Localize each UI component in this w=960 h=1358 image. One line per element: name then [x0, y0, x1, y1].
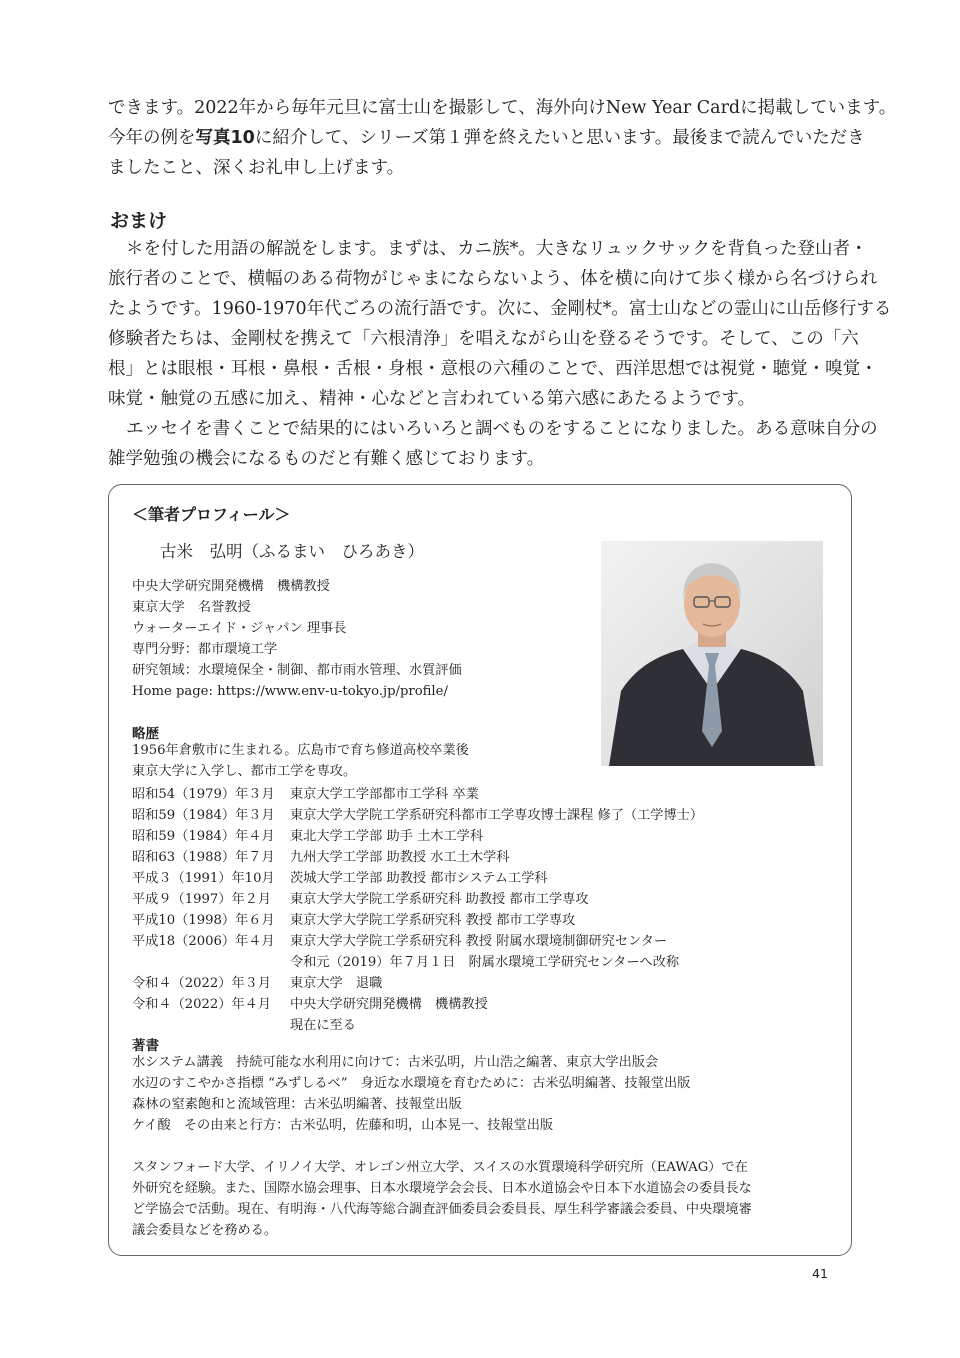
- history-desc: 東京大学工学部都市工学科 卒業: [290, 787, 479, 802]
- history-intro-line: 東京大学に入学し、都市工学を専攻。: [132, 764, 357, 779]
- book-item: 森林の窒素飽和と流域管理：古米弘明編著、技報堂出版: [132, 1097, 462, 1112]
- history-intro-line: 1956年倉敷市に生まれる。広島市で育ち修道高校卒業後: [132, 743, 469, 758]
- history-date: 昭和63（1988）年７月: [132, 850, 275, 865]
- summary-line: 議会委員などを務める。: [132, 1223, 278, 1238]
- history-date: 昭和59（1984）年３月: [132, 808, 275, 823]
- omake-line: たようです。1960-1970年代ごろの流行語です。次に、金剛杖*。富士山などの霊山に山岳修行する: [108, 299, 892, 319]
- omake-line: 旅行者のことで、横幅のある荷物がじゃまにならないよう、体を横に向けて歩く様から名づけられ: [108, 269, 878, 289]
- book-item: 水辺のすこやかさ指標 “みずしるべ” 身近な水環境を育むために：古米弘明編著、技報堂出版: [132, 1076, 691, 1091]
- summary-line: スタンフォード大学、イリノイ大学、オレゴン州立大学、スイスの水質環境科学研究所（EAWAG）で在: [132, 1160, 748, 1175]
- omake-line: 味覚・触覚の五感に加え、精神・心などと言われている第六感にあたるようです。: [108, 389, 756, 409]
- body-line-2: [108, 127, 868, 149]
- history-date: 令和４（2022）年３月: [132, 976, 272, 991]
- summary-line: ど学協会で活動。現在、有明海・八代海等総合調査評価委員会委員長、厚生科学審議会委員、中央環境審: [132, 1202, 752, 1217]
- omake-heading: おまけ: [110, 210, 168, 232]
- omake-line: 修験者たちは、金剛杖を携えて「六根清浄」を唱えながら山を登るそうです。そして、この「六: [108, 329, 859, 349]
- body-line-2-rest: に紹介して、シリーズ第１弾を終えたいと思います。最後まで読んでいただき: [254, 128, 865, 148]
- summary-line: 外研究を経験。また、国際水協会理事、日本水環境学会会長、日本水道協会や日本下水道協会の委員長な: [132, 1181, 752, 1196]
- omake-line: エッセイを書くことで結果的にはいろいろと調べものをすることになりました。ある意味自分の: [126, 419, 878, 439]
- history-desc: 東京大学大学院工学系研究科 教授 附属水環境制御研究センター: [290, 934, 668, 949]
- history-desc: 九州大学工学部 助教授 水工土木学科: [290, 850, 510, 865]
- history-desc: 中央大学研究開発機構 機構教授: [290, 997, 488, 1012]
- books-heading: 著書: [132, 1038, 159, 1054]
- author-name: 古米 弘明（ふるまい ひろあき）: [160, 542, 424, 561]
- photo-reference: 写真10: [195, 128, 255, 148]
- affiliation-line: 研究領域：水環境保全・制御、都市雨水管理、水質評価: [132, 663, 462, 678]
- body-line-2-start: 今年の例を: [108, 128, 196, 148]
- affiliation-line: 中央大学研究開発機構 機構教授: [132, 579, 330, 594]
- history-date: 昭和54（1979）年３月: [132, 787, 275, 802]
- history-date: 平成10（1998）年６月: [132, 913, 275, 928]
- history-desc: 茨城大学工学部 助教授 都市システム工学科: [290, 871, 548, 886]
- affiliation-line: 東京大学 名誉教授: [132, 600, 251, 615]
- history-desc: 東京大学大学院工学系研究科都市工学専攻博士課程 修了（工学博士）: [290, 808, 704, 823]
- profile-title: ＜筆者プロフィール＞: [132, 505, 291, 524]
- history-date: 昭和59（1984）年４月: [132, 829, 275, 844]
- history-desc: 東京大学大学院工学系研究科 教授 都市工学専攻: [290, 913, 576, 928]
- history-date: 平成３（1991）年10月: [132, 871, 275, 886]
- affiliation-line: 専門分野：都市環境工学: [132, 642, 278, 657]
- history-desc: 令和元（2019）年７月１日 附属水環境工学研究センターへ改称: [290, 955, 680, 970]
- history-heading: 略歴: [132, 726, 159, 742]
- history-desc: 東北大学工学部 助手 土木工学科: [290, 829, 484, 844]
- history-date: 平成18（2006）年４月: [132, 934, 275, 949]
- affiliation-line: ウォーターエイド・ジャパン 理事長: [132, 621, 347, 636]
- page-number: 41: [812, 1266, 828, 1281]
- body-line-1: できます。2022年から毎年元旦に富士山を撮影して、海外向けNew Year Cardに掲載しています。: [108, 98, 897, 118]
- omake-line: 根」とは眼根・耳根・鼻根・舌根・身根・意根の六種のことで、西洋思想では視覚・聴覚・嗅覚・: [108, 359, 878, 379]
- history-date: 令和４（2022）年４月: [132, 997, 272, 1012]
- author-photo: [601, 541, 823, 766]
- book-item: ケイ酸 その由来と行方：古米弘明，佐藤和明，山本晃一、技報堂出版: [132, 1118, 554, 1133]
- omake-line: ＊を付した用語の解説をします。まずは、カニ族*。大きなリュックサックを背負った登山者・: [126, 239, 868, 259]
- omake-line: 雑学勉強の機会になるものだと有難く感じております。: [108, 449, 545, 469]
- history-desc: 現在に至る: [290, 1018, 356, 1033]
- history-desc: 東京大学 退職: [290, 976, 383, 991]
- body-line-3: ましたこと、深くお礼申し上げます。: [108, 158, 405, 178]
- history-desc: 東京大学大学院工学系研究科 助教授 都市工学専攻: [290, 892, 589, 907]
- history-date: 平成９（1997）年２月: [132, 892, 272, 907]
- homepage-link[interactable]: Home page: https://www.env-u-tokyo.jp/profile/: [132, 684, 448, 699]
- book-item: 水システム講義 持続可能な水利用に向けて：古米弘明，片山浩之編著、東京大学出版会: [132, 1055, 659, 1070]
